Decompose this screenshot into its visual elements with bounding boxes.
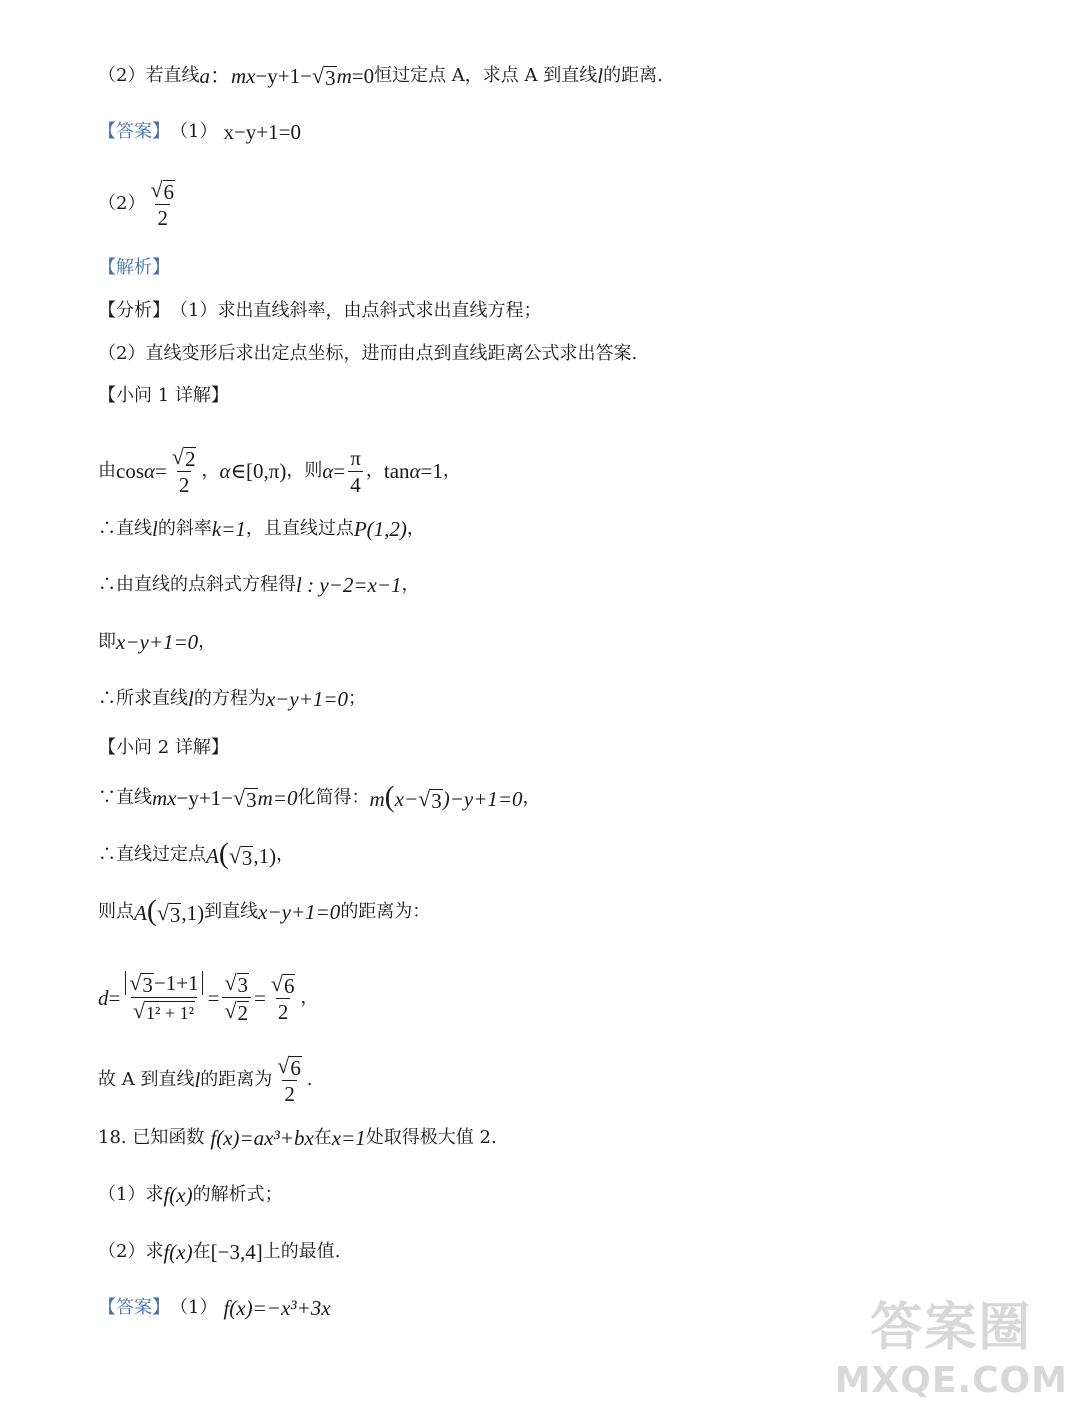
sub1-line-1: 由 cosα= √ 2 2 ， α∈[0,π) ，则 α= $\frac{\pi}{4}$ ， tanα=1 ， (98, 444, 461, 497)
sub1-heading: 【小问 1 详解】 (98, 385, 229, 406)
question-17-part2: （2）若直线 a：mx−y+1− √ 3 m=0 恒过定点 A，求点 A 到直线 l 的距离. (98, 63, 663, 90)
analysis-line-2: （2）直线变形后求出定点坐标，进而由点到直线距离公式求出答案. (98, 343, 638, 364)
question-18: 18. 已知函数 f(x)=ax³+bx 在 x=1 处取得极大值 2. (98, 1126, 497, 1150)
sub1-line-5: ∴所求直线 l 的方程为 x−y+1=0 ； (98, 687, 366, 711)
analysis-line-1: 【分析】 （1）求出直线斜率，由点斜式求出直线方程； (98, 300, 542, 321)
question-18-part2: （2）求 f(x) 在 [−3,4] 上的最值. (98, 1240, 341, 1264)
answer-18: 【答案】 （1） f(x)=−x³+3x (98, 1296, 331, 1320)
sub2-distance-formula: d= √ 3 −1+1 √ 1² + 1² = √ 3 √ 2 = √ 6 2 ， (98, 970, 319, 1025)
analysis-tag: 【解析】 (98, 257, 170, 278)
line-equation: a：mx−y+1− √ 3 m=0 (199, 63, 375, 90)
sub1-line-4: 即 x−y+1=0 ， (98, 630, 217, 654)
answer-tag: 【答案】 (98, 121, 170, 142)
sub2-line-1: ∵直线 mx−y+1− √ 3 m=0 化简得： m(x− √ 3 )−y+1=0 ， (98, 780, 541, 813)
sub1-line-2: ∴直线 l 的斜率 k=1 ，且直线过点 P(1,2) ， (98, 517, 425, 541)
sub2-line-3: 则点 A( √ 3 ,1) 到直线 x−y+1=0 的距离为： (98, 894, 431, 927)
fraction-sqrt6-over-2: √ 6 2 (150, 177, 175, 230)
sub2-heading: 【小问 2 详解】 (98, 737, 229, 758)
sub1-line-3: ∴由直线的点斜式方程得 l : y−2=x−1 ， (98, 573, 420, 597)
answer-tag: 【答案】 (98, 1297, 170, 1318)
answer-17-part1: 【答案】 （1） x−y+1=0 (98, 120, 301, 144)
sub2-line-2: ∴直线过定点 A( √ 3 ,1) ， (98, 837, 295, 870)
watermark-logo: 答案圈 MXQE.COM (834, 1298, 1068, 1401)
question-18-part1: （1）求 f(x) 的解析式； (98, 1183, 283, 1207)
sub2-conclusion: 故 A 到直线 l 的距离为 √ 6 2 . (98, 1053, 313, 1106)
answer-17-part2: （2） √ 6 2 (98, 178, 180, 230)
